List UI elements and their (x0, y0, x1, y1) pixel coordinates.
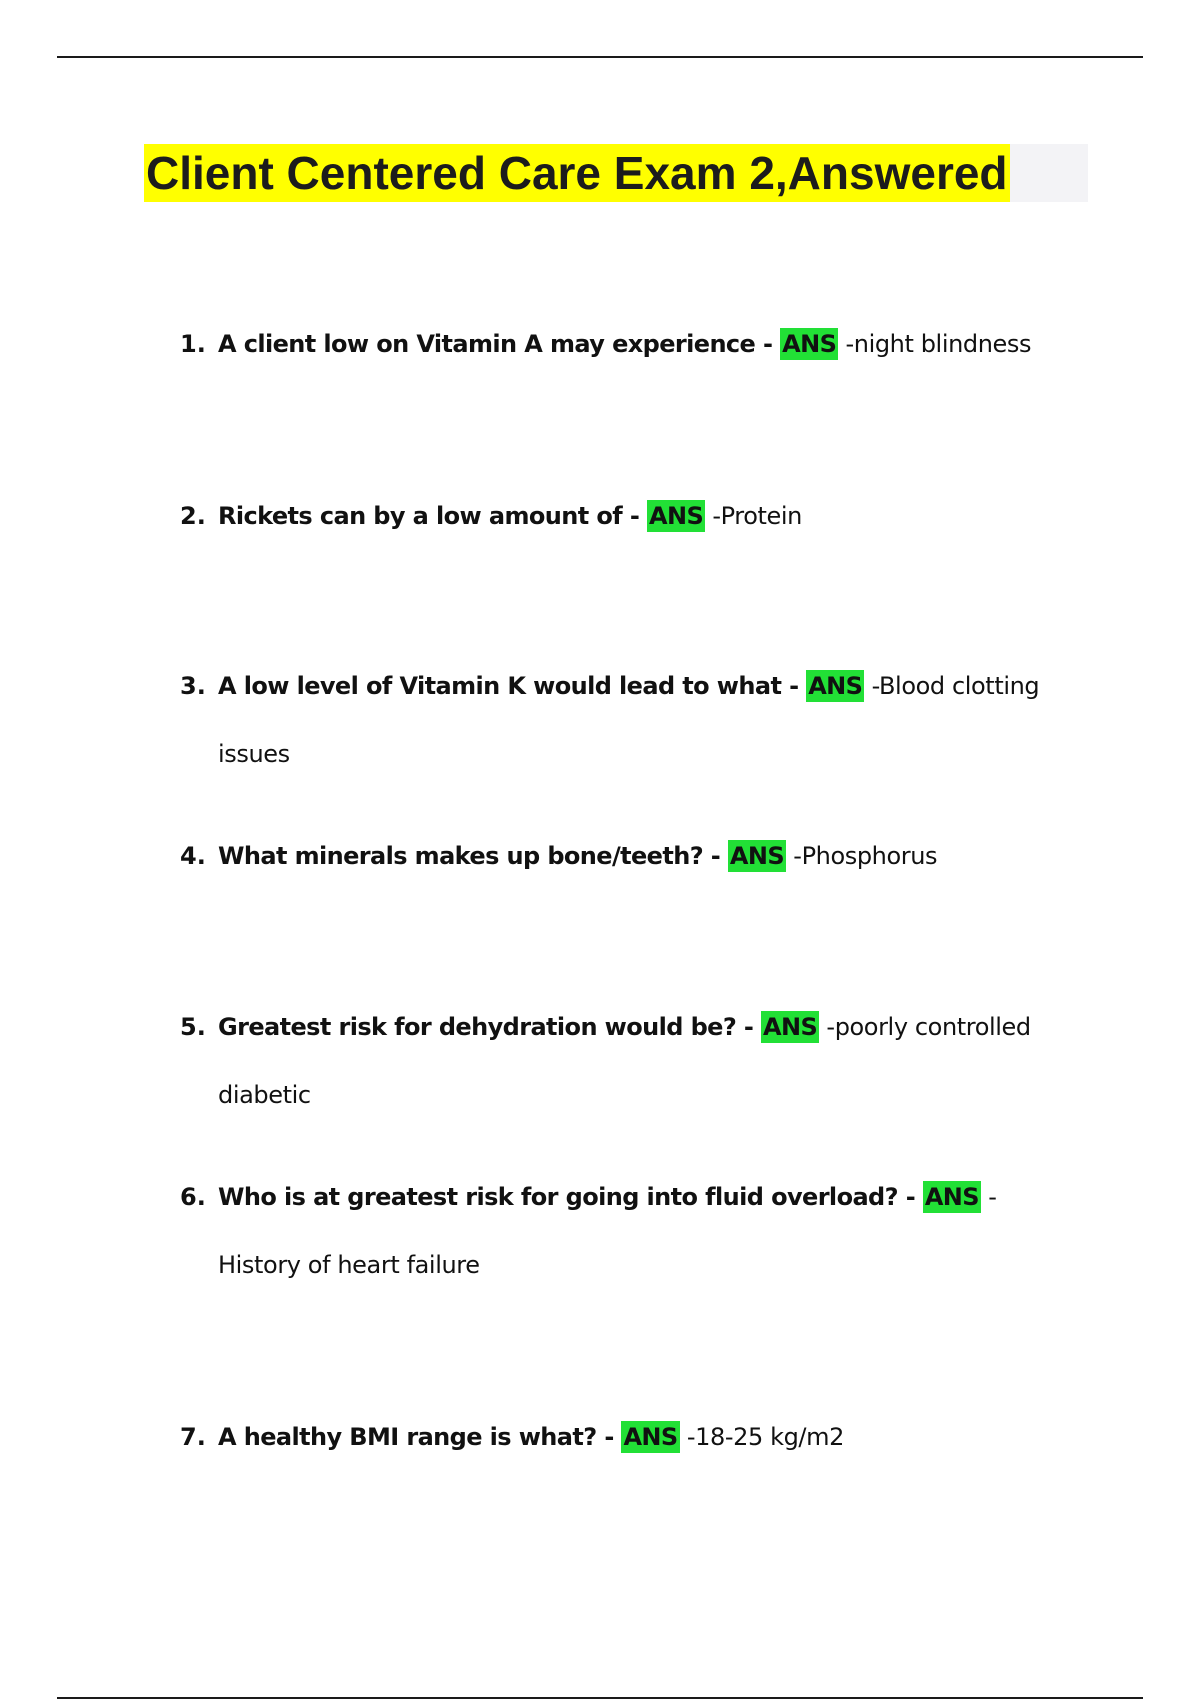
ans-tag: ANS (729, 842, 785, 870)
question-text-block (218, 1403, 1080, 1471)
question-number: 4. (180, 842, 206, 870)
question-text-block (218, 482, 1080, 550)
ans-tag: ANS (808, 672, 863, 700)
question-number: 5. (180, 1013, 206, 1041)
ans-tag: ANS (924, 1183, 979, 1211)
ans-tag: ANS (763, 1013, 818, 1041)
document-title: Client Centered Care Exam 2,Answered (144, 144, 1010, 202)
question-number: 7. (180, 1423, 206, 1451)
question-item-7 (180, 1403, 1080, 1471)
answer-text: -night blindness (838, 330, 1032, 358)
answer-text: -poorly controlled diabetic (218, 1013, 1031, 1109)
question-number: 6. (180, 1183, 206, 1211)
question-item-1 (180, 310, 1080, 378)
question-item-6 (180, 1163, 1040, 1299)
question-text-block (218, 652, 1080, 788)
question-text: Rickets can by a low amount of - (218, 502, 647, 530)
question-text: A low level of Vitamin K would lead to what - (218, 672, 807, 700)
question-text-block (218, 1163, 1040, 1299)
question-item-4 (180, 822, 1080, 890)
question-number: 2. (180, 502, 206, 530)
question-text: What minerals makes up bone/teeth? - (218, 842, 728, 870)
question-text-block (218, 310, 1080, 378)
question-text-block (218, 822, 1080, 890)
answer-text: -Blood clotting issues (218, 672, 1040, 768)
answer-text: -Protein (705, 502, 802, 530)
question-number: 3. (180, 672, 206, 700)
question-number: 1. (180, 330, 206, 358)
question-text: Who is at greatest risk for going into fluid overload? - (218, 1183, 923, 1211)
ans-tag: ANS (648, 502, 704, 530)
question-item-3 (180, 652, 1080, 788)
question-text-block (218, 993, 1080, 1129)
ans-tag: ANS (623, 1423, 678, 1451)
answer-text: -Phosphorus (786, 842, 938, 870)
question-text: A healthy BMI range is what? - (218, 1423, 622, 1451)
header-rule (57, 56, 1143, 58)
answer-text: -History of heart failure (218, 1183, 997, 1279)
footer-rule (57, 1697, 1143, 1699)
question-text: A client low on Vitamin A may experience - (218, 330, 781, 358)
question-item-5 (180, 993, 1080, 1129)
ans-tag: ANS (782, 330, 837, 358)
title-block (144, 144, 1088, 202)
question-item-2 (180, 482, 1080, 550)
answer-text: -18-25 kg/m2 (679, 1423, 844, 1451)
question-text: Greatest risk for dehydration would be? - (218, 1013, 762, 1041)
